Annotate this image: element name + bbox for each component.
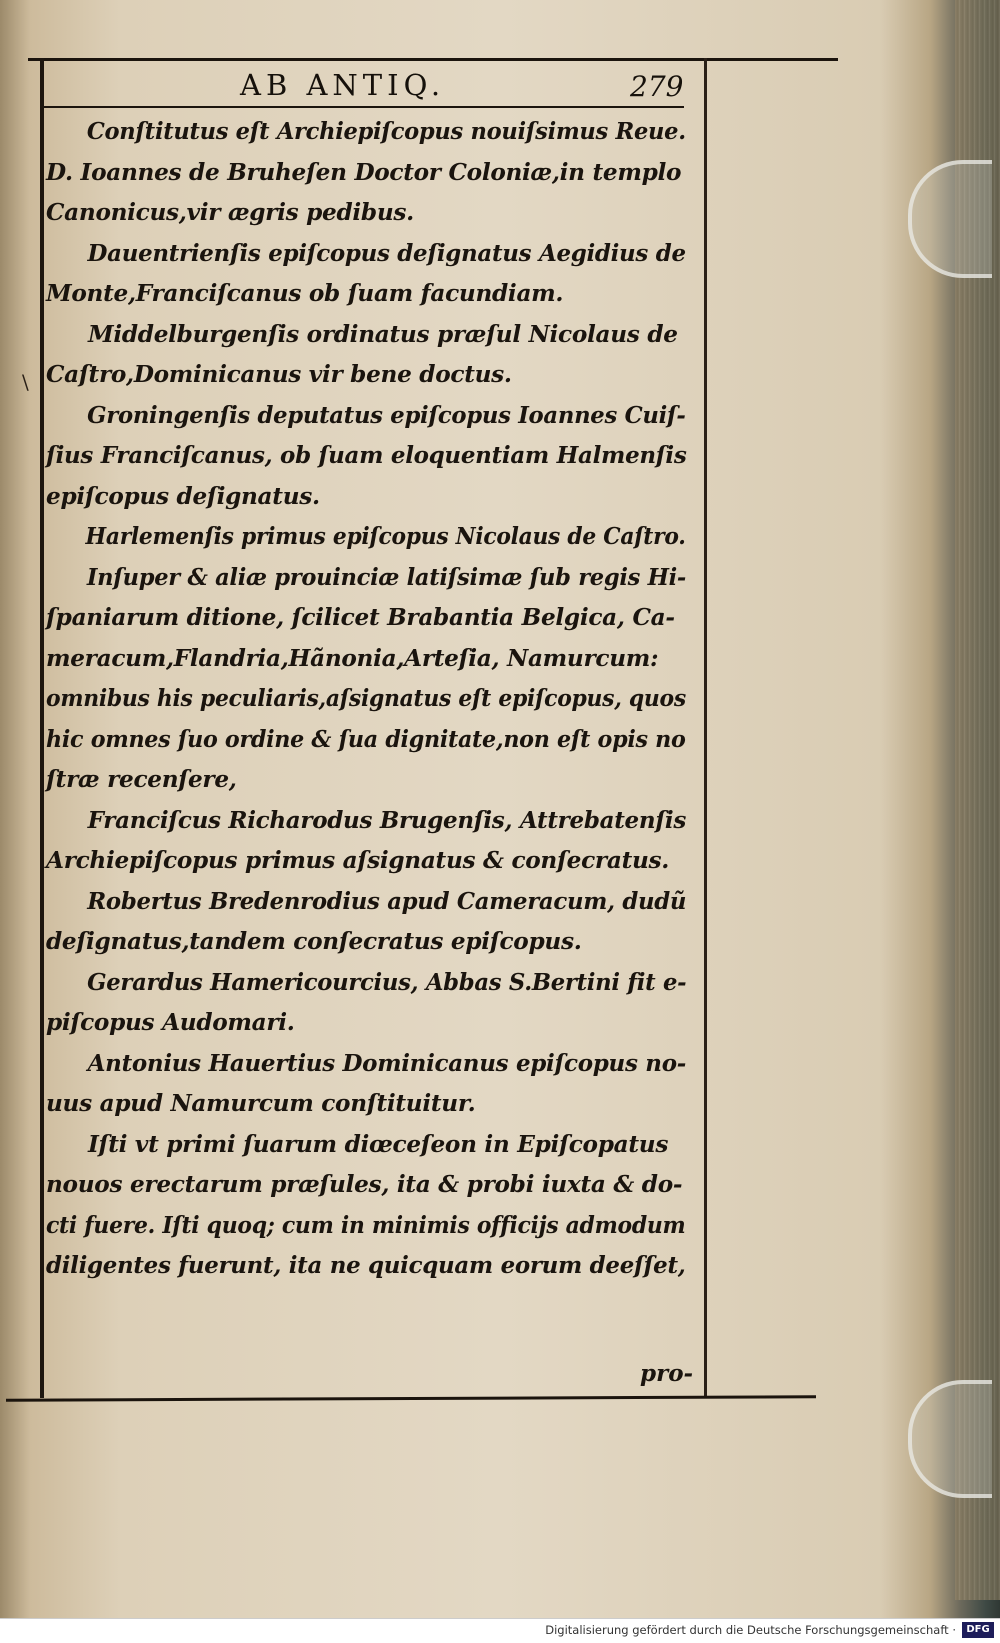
catchword: pro-	[640, 1360, 694, 1387]
text-line: cti fuere. Iſti quoq; cum in minimis officijs admodum	[46, 1211, 686, 1239]
digitization-footer	[0, 1618, 1000, 1643]
footer-credit: Digitalisierung gefördert durch die Deutsche Forschungsgemeinschaft ·	[545, 1623, 956, 1637]
text-line: Groningenſis deputatus epiſcopus Ioannes Cuiſ-	[87, 401, 686, 429]
text-line: diligentes fuerunt, ita ne quicquam eorum deeſſet,	[46, 1252, 686, 1279]
dfg-logo: DFG	[962, 1622, 994, 1638]
text-line: uus apud Namurcum conſtituitur.	[46, 1090, 476, 1117]
text-line: Franciſcus Richarodus Brugenſis, Attrebatenſis	[87, 806, 687, 834]
margin-mark: \	[22, 370, 29, 394]
text-line: Gerardus Hamericourcius, Abbas S.Bertini fit e-	[87, 968, 687, 996]
text-line: ſtræ recenſere,	[46, 766, 237, 793]
text-line: piſcopus Audomari.	[46, 1009, 295, 1036]
text-line: D. Ioannes de Bruheſen Doctor Coloniæ,in templo	[46, 158, 682, 186]
text-line: Middelburgenſis ordinatus præſul Nicolaus de	[88, 320, 678, 348]
text-line: Iſti vt primi ſuarum diœceſeon in Epiſcopatus	[88, 1130, 669, 1158]
text-line: Antonius Hauertius Dominicanus epiſcopus no-	[87, 1049, 686, 1077]
text-line: Conſtitutus eſt Archiepiſcopus nouiſsimus Reue.	[86, 118, 686, 145]
page-number: 279	[630, 70, 684, 103]
body-text	[46, 112, 686, 1287]
header-rule	[44, 106, 684, 108]
text-line: Robertus Bredenrodius apud Cameracum, dudũ	[87, 887, 687, 915]
text-line: nouos erectarum præſules, ita & probi iuxta & do-	[46, 1171, 683, 1198]
text-line: Harlemenſis primus epiſcopus Nicolaus de Caſtro.	[85, 523, 686, 550]
text-line: ſpaniarum ditione, ſcilicet Brabantia Belgica, Ca-	[46, 604, 675, 631]
text-line: deſignatus,tandem conſecratus epiſcopus.	[46, 928, 582, 955]
text-line: Caſtro,Dominicanus vir bene doctus.	[46, 361, 512, 388]
text-line: Dauentrienſis epiſcopus deſignatus Aegidius de	[87, 239, 686, 267]
text-line: Inſuper & aliæ prouinciæ latiſsimæ ſub regis Hi-	[86, 563, 686, 591]
text-line: Archiepiſcopus primus aſsignatus & conſecratus.	[46, 847, 670, 874]
running-head: AB ANTIQ.	[240, 68, 446, 102]
text-line: omnibus his peculiaris,aſsignatus eſt epiſcopus, quos	[46, 685, 686, 712]
text-line: epiſcopus deſignatus.	[46, 482, 320, 510]
text-line: Monte,Franciſcanus ob ſuam facundiam.	[46, 280, 564, 307]
text-line: Canonicus,vir ægris pedibus.	[46, 199, 414, 226]
text-line: meracum,Flandria,Hãnonia,Arteſia, Namurcum:	[46, 644, 659, 672]
text-line: hic omnes ſuo ordine & ſua dignitate,non eſt opis no	[46, 725, 686, 753]
text-line: ſius Franciſcanus, ob ſuam eloquentiam Halmenſis	[46, 442, 687, 469]
